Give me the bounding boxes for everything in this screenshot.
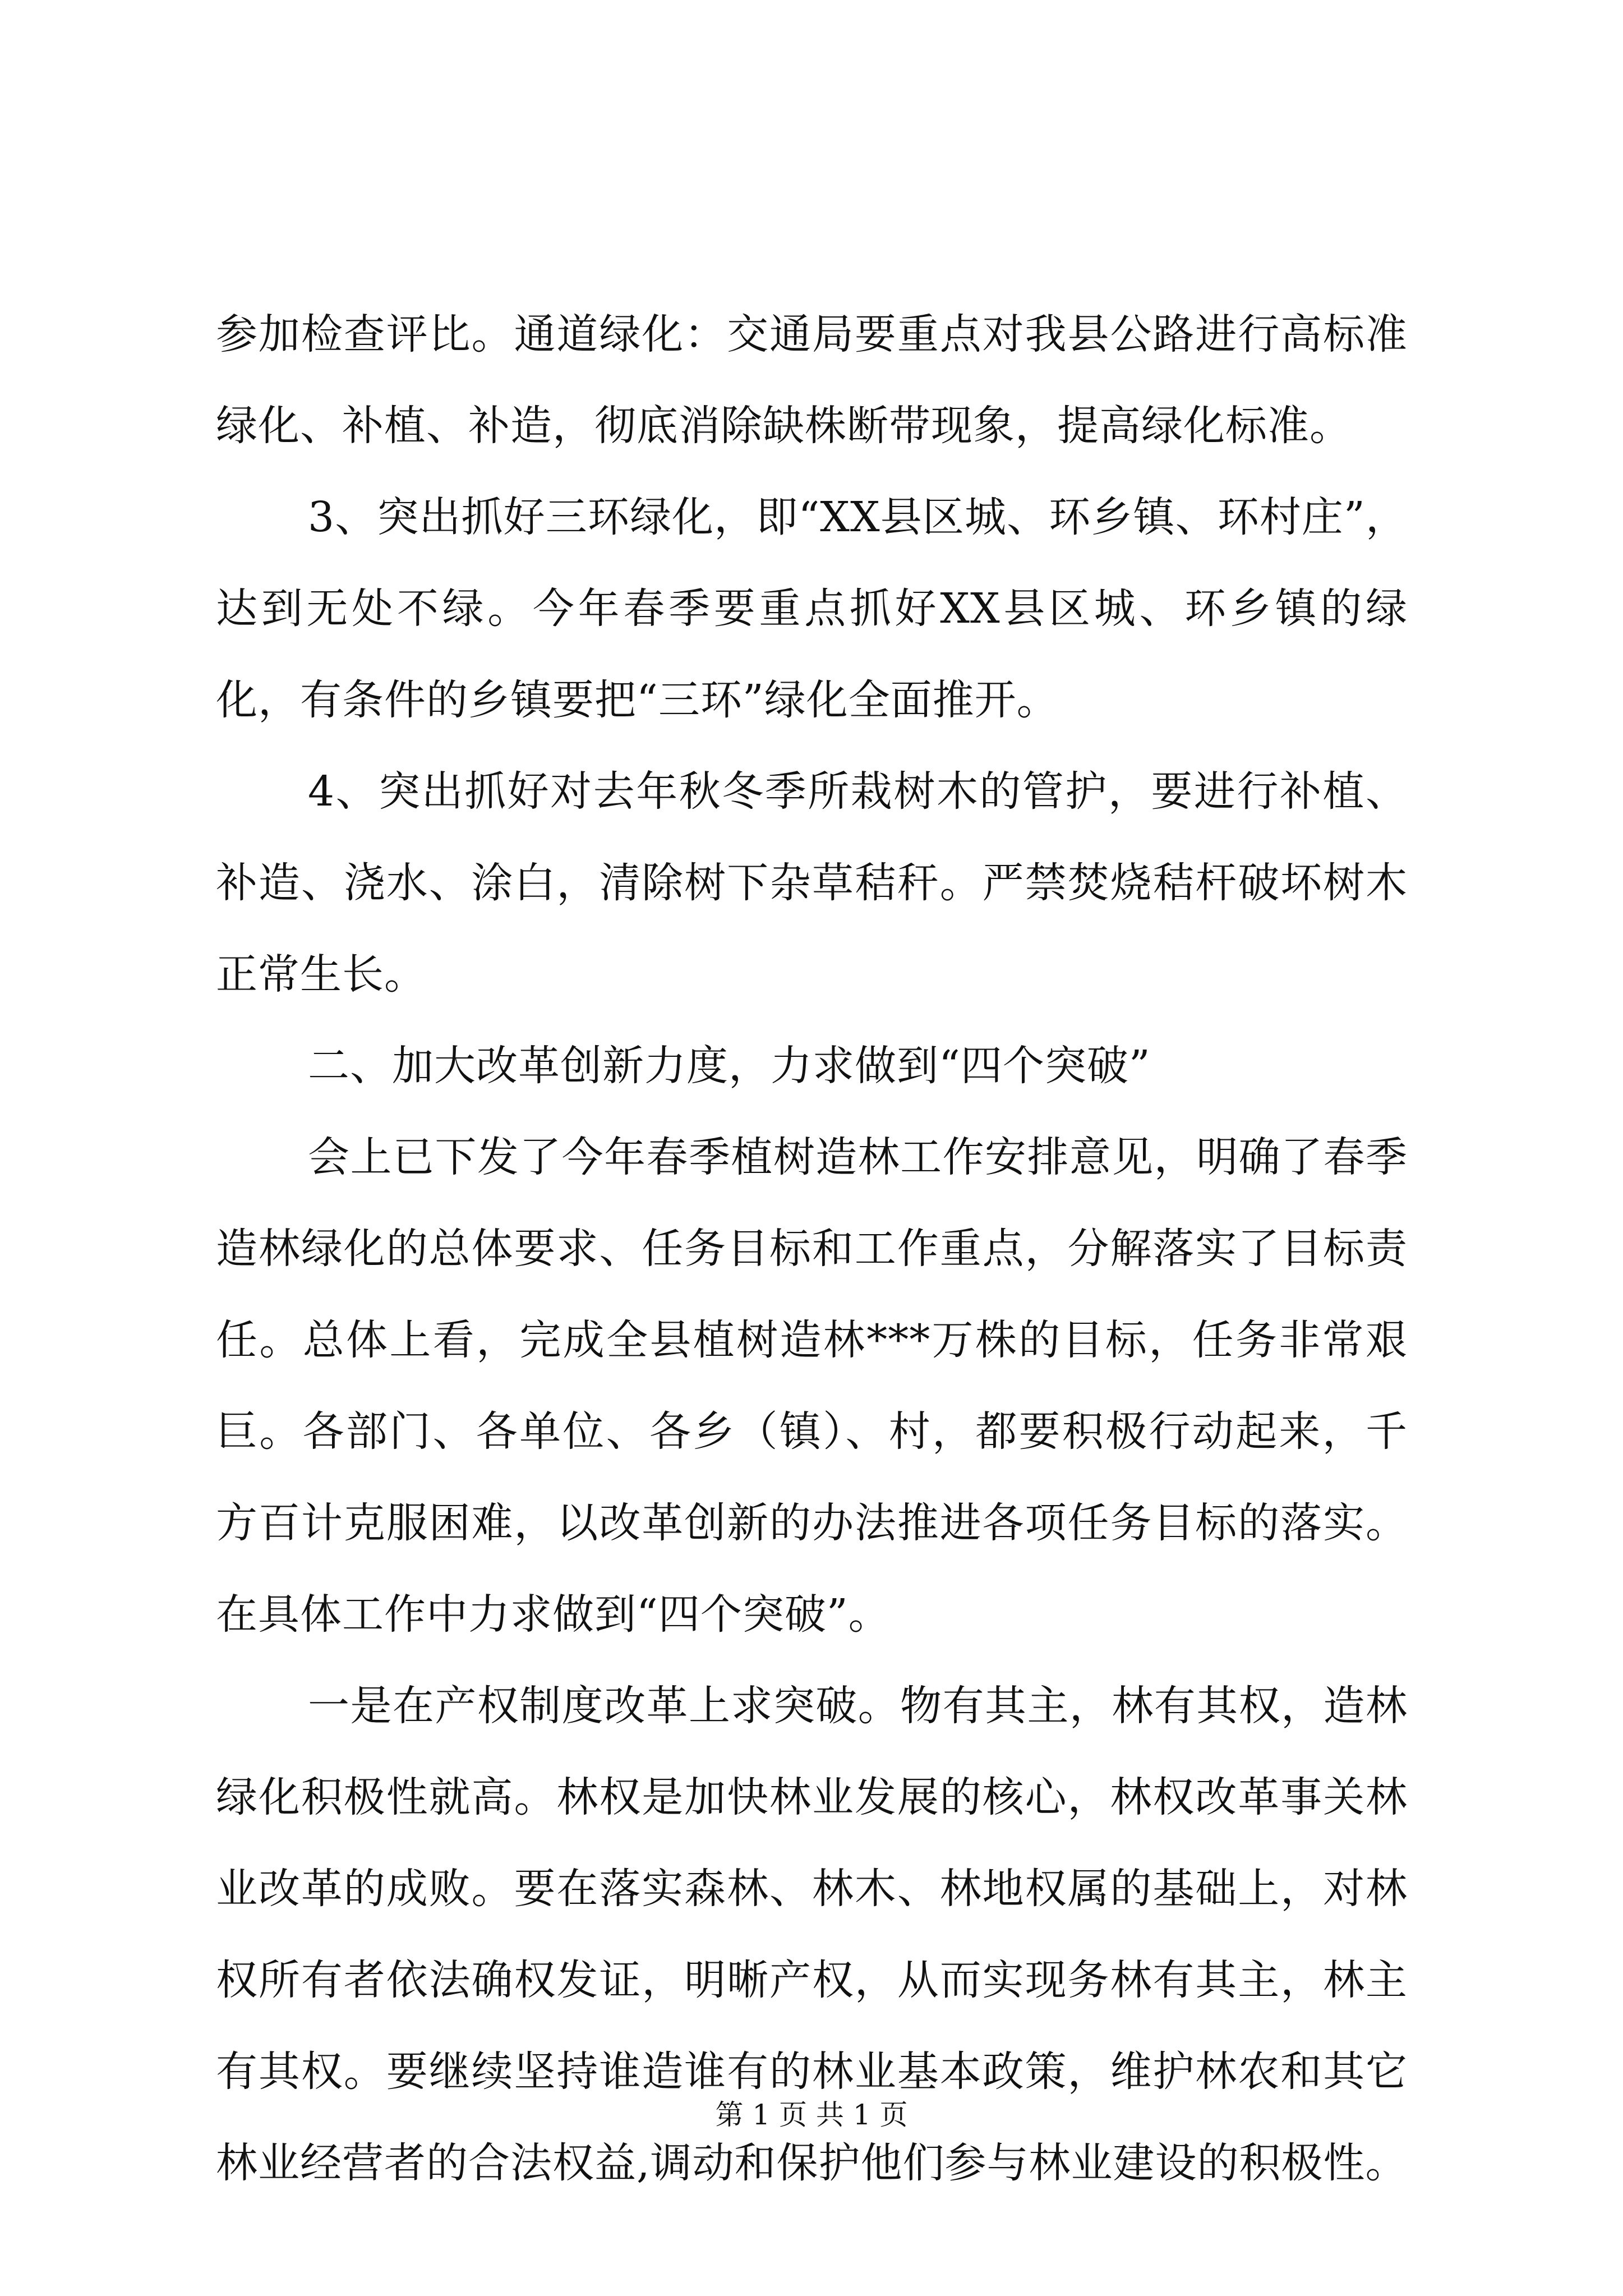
paragraph-breakthrough-one: 一是在产权制度改革上求突破。物有其主，林有其权，造林绿化积极性就高。林权是加快林业发展的核心，林权改革事关林业改革的成败。要在落实森林、林木、林地权属的基础上，对林权所有者依法确权发证，明晰产权，从而实现务林有其主，林主有其权。要继续坚持谁造谁有的林业基本政策，维护林农和其它林业经营者的合法权益,调动和保护他们参与林业建设的积极性。 <box>216 1682 1408 2187</box>
section-heading: 二、加大改革创新力度，力求做到“四个突破” <box>308 1042 1151 1090</box>
paragraph-overview: 会上已下发了今年春季植树造林工作安排意见，明确了春季造林绿化的总体要求、任务目标和工作重点，分解落实了目标责任。总体上看，完成全县植树造林***万株的目标，任务非常艰巨。各部门、各单位、各乡（镇）、村，都要积极行动起来，千方百计克服困难，以改革创新的办法推进各项任务目标的落实。在具体工作中力求做到“四个突破”。 <box>216 1133 1408 1639</box>
paragraph-item-4: 4、突出抓好对去年秋冬季所栽树木的管护，要进行补植、补造、浇水、涂白，清除树下杂草秸秆。严禁焚烧秸杆破坏树木正常生长。 <box>216 767 1408 999</box>
document-body <box>216 289 1408 2209</box>
paragraph-item-3: 3、突出抓好三环绿化，即“XX县区城、环乡镇、环村庄”，达到无处不绿。今年春季要重点抓好XX县区城、环乡镇的绿化，有条件的乡镇要把“三环”绿化全面推开。 <box>216 493 1408 724</box>
paragraph-continuation: 参加检查评比。通道绿化：交通局要重点对我县公路进行高标准绿化、补植、补造，彻底消除缺株断带现象，提高绿化标准。 <box>216 310 1408 450</box>
page-footer: 第 1 页 共 1 页 <box>715 2099 908 2131</box>
